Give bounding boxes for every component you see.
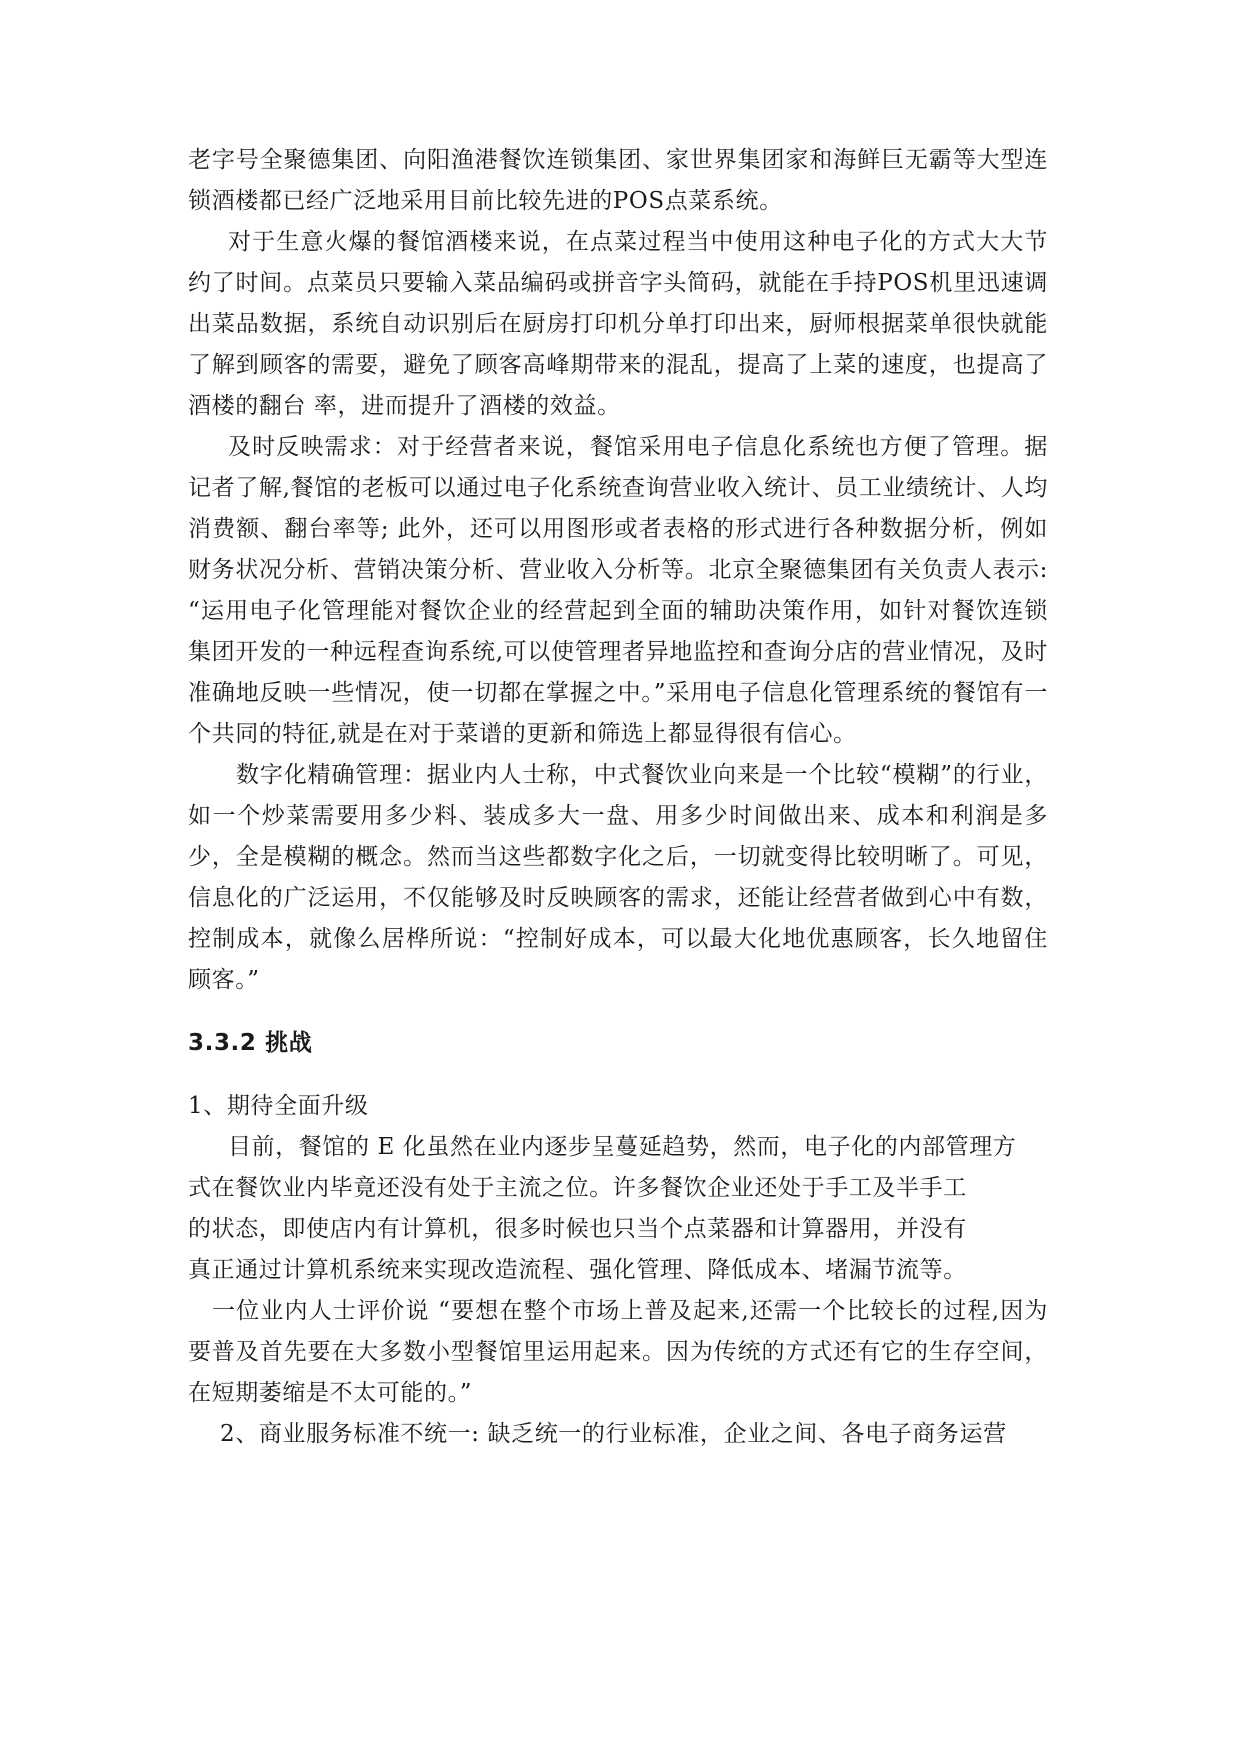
section-heading: 3.3.2 挑战 (188, 1030, 313, 1056)
paragraph-industry-comment: 一位业内人士评价说 “要想在整个市场上普及起来,还需一个比较长的过程,因为要普及首先要在大多数小型餐馆里运用起来。因为传统的方式还有它的生存空间，在短期萎缩是不太可能的。” (188, 1298, 1048, 1406)
paragraph-line: 的状态，即使店内有计算机，很多时候也只当个点菜器和计算器用，并没有 (188, 1216, 967, 1242)
paragraph-digital-management: 数字化精确管理：据业内人士称，中式餐饮业向来是一个比较“模糊”的行业，如一个炒菜需要用多少料、装成多大一盘、用多少时间做出来、成本和利润是多少，全是模糊的概念。然而当这些都数字化之后，一切就变得比较明晰了。可见，信息化的广泛运用，不仅能够及时反映顾客的需求，还能让经营者做到心中有数，控制成本，就像么居桦所说：“控制好成本，可以最大化地优惠顾客，长久地留住顾客。” (188, 762, 1048, 993)
paragraph-e-adoption (188, 1127, 1048, 1291)
paragraph-pos-adoption: 老字号全聚德集团、向阳渔港餐饮连锁集团、家世界集团家和海鲜巨无霸等大型连锁酒楼都已经广泛地采用目前比较先进的POS点菜系统。 (188, 147, 1048, 214)
document-page (188, 140, 1048, 1455)
subsection-heading-upgrade: 1、期待全面升级 (188, 1093, 369, 1119)
paragraph-standards: 2、商业服务标准不统一: 缺乏统一的行业标准，企业之间、各电子商务运营 (220, 1421, 1007, 1447)
paragraph-line: 式在餐饮业内毕竟还没有处于主流之位。许多餐饮企业还处于手工及半手工 (188, 1175, 967, 1201)
paragraph-line: 真正通过计算机系统来实现改造流程、强化管理、降低成本、堵漏节流等。 (188, 1257, 967, 1283)
paragraph-line: 目前，餐馆的 E 化虽然在业内逐步呈蔓延趋势，然而，电子化的内部管理方 (228, 1134, 1017, 1160)
paragraph-timely-response: 及时反映需求：对于经营者来说，餐馆采用电子信息化系统也方便了管理。据记者了解,餐馆的老板可以通过电子化系统查询营业收入统计、员工业绩统计、人均消费额、翻台率等; 此外，还可以用图形或者表格的形式进行各种数据分析，例如财务状况分析、营销决策分析、营业收入分析等。北京全聚德集团有关负责人表示: “运用电子化管理能对餐饮企业的经营起到全面的辅助决策作用，如针对餐饮连锁集团开发的一种远程查询系统,可以使管理者异地监控和查询分店的营业情况，及时准确地反映一些情况，使一切都在掌握之中。”采用电子信息化管理系统的餐馆有一个共同的特征,就是在对于菜谱的更新和筛选上都显得很有信心。 (188, 434, 1048, 747)
paragraph-time-saving: 对于生意火爆的餐馆酒楼来说，在点菜过程当中使用这种电子化的方式大大节约了时间。点菜员只要输入菜品编码或拼音字头简码，就能在手持POS机里迅速调出菜品数据，系统自动识别后在厨房打印机分单打印出来，厨师根据菜单很快就能了解到顾客的需要，避免了顾客高峰期带来的混乱，提高了上菜的速度，也提高了酒楼的翻台 率，进而提升了酒楼的效益。 (188, 229, 1048, 419)
